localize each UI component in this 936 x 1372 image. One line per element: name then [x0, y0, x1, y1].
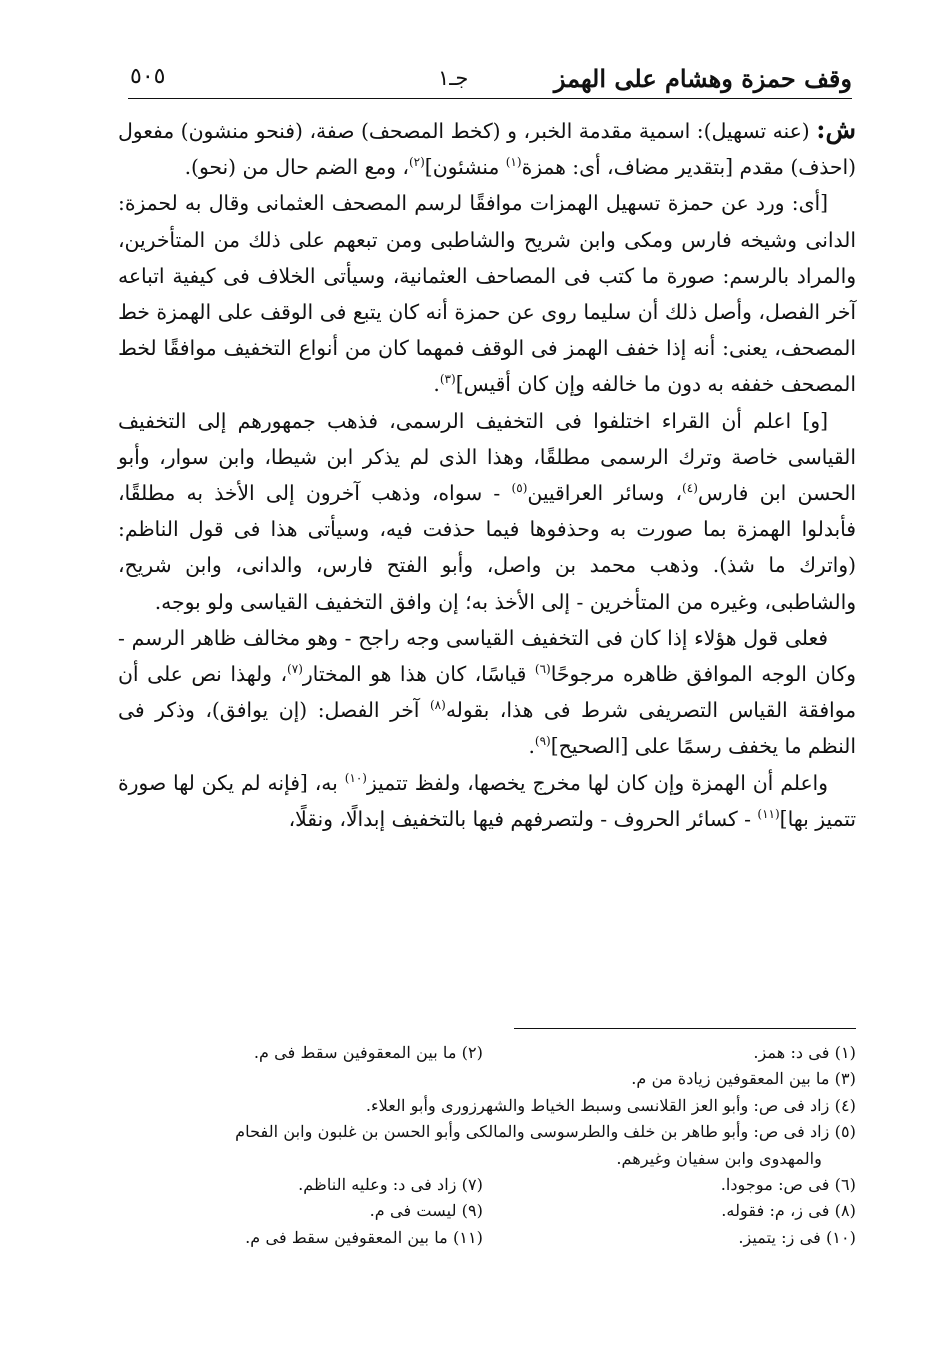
footnote-ref[interactable]: (١)	[505, 155, 522, 170]
paragraph-text: منشئون]	[424, 155, 506, 180]
paragraph-text: - كسائر الحروف - ولتصرفهم فيها بالتخفيف إبدالًا، ونقلًا،	[288, 806, 758, 831]
paragraph-text: ، ومع الضم حال من (نحو).	[184, 155, 409, 180]
paragraph-text: ، ولهذا نص على أن موافقة القياس التصريفى شرط فى هذا، بقوله	[118, 662, 856, 723]
footnote-6: (٦) فى ص: موجودا.	[720, 1175, 856, 1195]
footnote-ref[interactable]: (١٠)	[344, 770, 367, 785]
paragraph-text: - سواه، وذهب آخرون إلى الأخذ به مطلقًا، فأبدلوا الهمزة بما صورت به وحذفوها فيما حذفت فيه، وسيأتى هذا فى قول الناظم: (واترك ما شذ). وذهب محمد بن واصل، وأبو الفتح فارس، والدانى، وابن شريح، والشاطبى، وغيره من المتأخرين - إلى الأخذ به؛ إن وافق التخفيف القياسى ولو بوجه.	[118, 481, 856, 614]
footnote-ref[interactable]: (٣)	[439, 372, 456, 387]
footnote-10: (١٠) فى ز: يتميز.	[738, 1227, 856, 1247]
header-volume: جـ١	[438, 66, 469, 90]
footnotes	[110, 1040, 856, 1251]
paragraph-3	[118, 403, 856, 620]
footnote-11: (١١) ما بين المعقوفين سقط فى م.	[245, 1227, 483, 1247]
footnote-ref[interactable]: (٢)	[408, 155, 425, 170]
footnote-row	[110, 1172, 856, 1198]
running-header	[128, 54, 852, 99]
footnote-1: (١) فى د: همز.	[753, 1043, 856, 1062]
footnote-4: (٤) زاد فى ص: وأبو العز القلانسى وسبط الخياط والشهرزورى وأبو العلاء.	[365, 1095, 856, 1115]
paragraph-text: [و] اعلم أن القراء اختلفوا فى التخفيف الرسمى، فذهب جمهورهم إلى التخفيف القياسى خاصة وترك الرسمى مطلقًا، وهذا الذى لم يذكر ابن شيطا، وابن سوار، وأبو الحسن ابن فارس	[118, 408, 856, 506]
paragraph-text: .	[528, 734, 535, 759]
paragraph-text: قياسًا، كان هذا هو المختار	[302, 662, 535, 687]
footnote-7: (٧) زاد فى د: وعليه الناظم.	[298, 1175, 483, 1195]
body-text	[118, 112, 856, 837]
footnote-ref[interactable]: (٥)	[511, 481, 528, 496]
footnote-ref[interactable]: (٩)	[534, 734, 551, 749]
footnote-5-continued: والمهدوى وابن سفيان وغيرهم.	[616, 1148, 822, 1168]
header-title: وقف حمزة وهشام على الهمز	[553, 64, 852, 93]
paragraph-text: (عنه تسهيل): اسمية مقدمة الخبر، و (كخط المصحف) صفة، (فنحو منشون) مفعول (احذف) مقدم [بتقدير مضاف، أى: همزة	[118, 119, 856, 180]
page-number: ٥٠٥	[130, 64, 166, 89]
paragraph-text: آخر الفصل: (إن يوافق)، وذكر فى النظم ما يخفف رسمًا على [الصحيح]	[118, 698, 856, 759]
paragraph-2	[118, 185, 856, 402]
paragraph-4	[118, 620, 856, 765]
paragraph-text: فعلى قول هؤلاء إذا كان فى التخفيف القياسى وجه راجح - وهو مخالف ظاهر الرسم - وكان الوجه الموافق ظاهره مرجوحًا	[118, 625, 856, 687]
footnote-2: (٢) ما بين المعقوفين سقط فى م.	[253, 1043, 483, 1062]
footnote-row	[110, 1040, 856, 1066]
paragraph-1	[118, 112, 856, 185]
paragraph-text: ، وسائر العراقيين	[527, 481, 683, 506]
footnote-9: (٩) ليست فى م.	[369, 1201, 483, 1221]
commentary-marker: ش:	[816, 115, 856, 144]
footnote-ref[interactable]: (٦)	[534, 662, 551, 677]
footnote-ref[interactable]: (١١)	[757, 807, 780, 822]
footnote-5: (٥) زاد فى ص: وأبو طاهر بن خلف والطرسوسى والمالكى وأبو الحسن بن غلبون وابن الفحام	[235, 1122, 856, 1142]
footnote-8: (٨) فى ز، م: فقوله.	[721, 1201, 856, 1221]
footnote-ref[interactable]: (٨)	[429, 698, 446, 713]
footnote-separator	[514, 1028, 856, 1029]
footnote-row	[110, 1225, 856, 1251]
footnote-row	[110, 1198, 856, 1224]
footnote-ref[interactable]: (٤)	[682, 481, 698, 496]
paragraph-5	[118, 765, 856, 837]
paragraph-text: [أى: ورد عن حمزة تسهيل الهمزات موافقًا لرسم المصحف العثمانى وقال به لحمزة: الدانى وشيخه فارس ومكى وابن شريح والشاطبى ومن تبعهم على ذلك من المتأخرين، والمراد بالرسم: صورة ما كتب فى المصاحف العثمانية، وسيأتى الخلاف فى كيفية اتباعه آخر الفصل، وأصل ذلك أن سليما روى عن حمزة أنه كان يتبع فى الوقف على الهمزة خط المصحف، يعنى: أنه إذا خفف الهمز فى الوقف فمهما كان من أنواع التخفيف موافقًا لخط المصحف خففه به دون ما خالفه وإن كان أقيس]	[118, 191, 856, 397]
paragraph-text: به، [فإنه لم يكن لها صورة تتميز بها]	[118, 770, 856, 831]
paragraph-text: واعلم أن الهمزة وإن كان لها مخرج يخصها، ولفظ تتميز	[366, 770, 828, 795]
footnote-3: (٣) ما بين المعقوفين زيادة من م.	[631, 1069, 856, 1089]
paragraph-text: .	[433, 372, 440, 397]
footnote-ref[interactable]: (٧)	[287, 662, 303, 677]
